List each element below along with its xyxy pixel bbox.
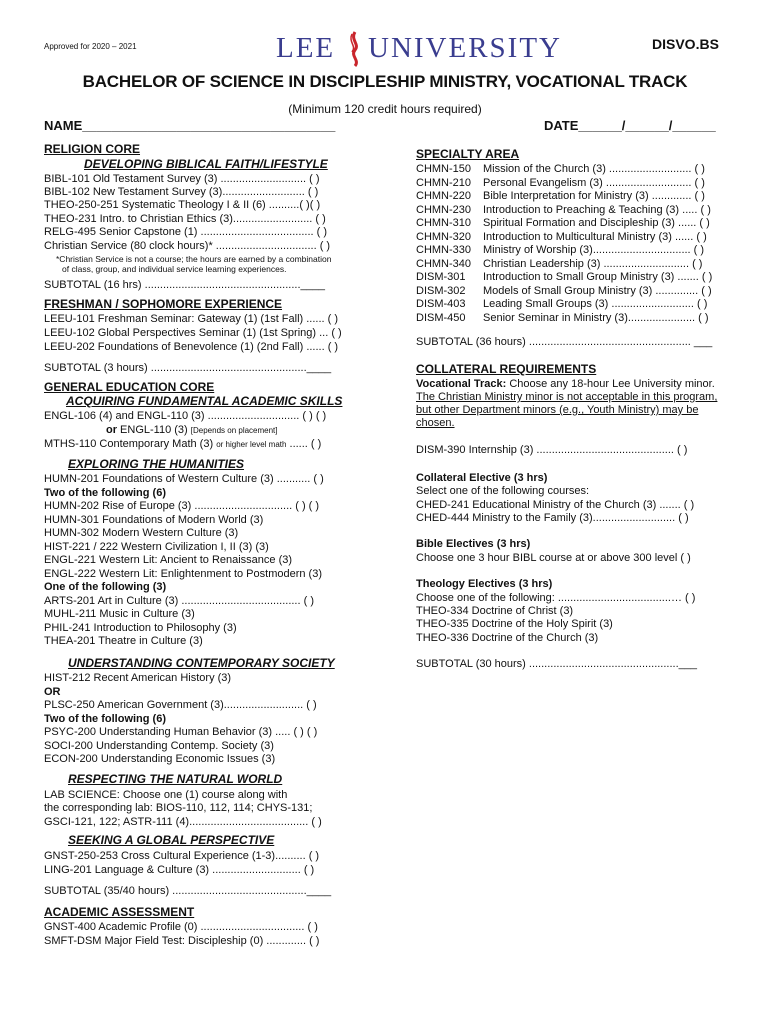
text-row: but other Department minors (e.g., Youth Ministry) may be	[416, 404, 699, 416]
course-row: GSCI-121, 122; ASTR-111 (4)....................................... ( )	[44, 816, 322, 828]
text-row: Vocational Track: Choose any 18-hour Lee University minor.	[416, 378, 715, 390]
exploring-heading: EXPLORING THE HUMANITIES	[68, 457, 245, 471]
gen-ed-heading: GENERAL EDUCATION CORE	[44, 380, 215, 394]
course-row: BIBL-102 New Testament Survey (3)........................... ( )	[44, 186, 319, 198]
course-row: Christian Service (80 clock hours)* ................................. ( )	[44, 240, 331, 252]
course-row	[416, 163, 705, 177]
course-row: Choose one 3 hour BIBL course at or above 300 level ( )	[416, 552, 691, 564]
text-row: Select one of the following courses:	[416, 485, 590, 497]
course-row: LEEU-202 Foundations of Benevolence (1) (2nd Fall) ...... ( )	[44, 341, 339, 353]
developing-heading: DEVELOPING BIBLICAL FAITH/LIFESTYLE	[84, 157, 328, 171]
course-row: HUMN-202 Rise of Europe (3) ................................ ( ) ( )	[44, 500, 320, 512]
course-row: HUMN-301 Foundations of Modern World (3)	[44, 513, 264, 526]
course-row: THEO-336 Doctrine of the Church (3)	[416, 632, 599, 644]
page-subtitle: (Minimum 120 credit hours required)	[288, 102, 482, 116]
course-row: LING-201 Language & Culture (3) ............................. ( )	[44, 864, 315, 876]
course-row	[416, 244, 704, 258]
understanding-heading: UNDERSTANDING CONTEMPORARY SOCIETY	[68, 656, 335, 670]
course-title: Mission of the Church (3) ........................... ( )	[483, 163, 705, 175]
course-row: THEO-334 Doctrine of Christ (3)	[416, 605, 574, 617]
course-row: THEO-335 Doctrine of the Holy Spirit (3)	[416, 618, 613, 630]
course-title: Senior Seminar in Ministry (3)...................... ( )	[483, 311, 709, 324]
page-title: BACHELOR OF SCIENCE IN DISCIPLESHIP MINISTRY, VOCATIONAL TRACK	[82, 72, 688, 91]
course-row: BIBL-101 Old Testament Survey (3) ............................ ( )	[44, 173, 320, 185]
course-code: DISM-302	[416, 284, 466, 297]
name-field[interactable]: NAME___________________________________	[44, 118, 336, 133]
course-row	[416, 298, 707, 312]
course-row: CHED-444 Ministry to the Family (3)........................... ( )	[416, 512, 689, 524]
subtotal: SUBTOTAL (30 hours) .................................................___	[416, 658, 697, 670]
freshman-heading: FRESHMAN / SOPHOMORE EXPERIENCE	[44, 297, 283, 311]
course-code: CHMN-230	[416, 203, 472, 216]
course-row	[416, 217, 710, 231]
course-title: Introduction to Multicultural Ministry (3) ...... ( )	[483, 230, 707, 243]
course-title: Christian Leadership (3) ............................ ( )	[483, 257, 703, 270]
right-column	[416, 0, 726, 1024]
course-row: PLSC-250 American Government (3).......................... ( )	[44, 699, 317, 711]
course-code: DISM-403	[416, 298, 466, 310]
course-row: MUHL-211 Music in Culture (3)	[44, 608, 195, 620]
course-row: HIST-221 / 222 Western Civilization I, II (3) (3)	[44, 540, 269, 553]
footnote: *Christian Service is not a course; the hours are earned by a combination	[56, 254, 332, 264]
course-row: LEEU-102 Global Perspectives Seminar (1) (1st Spring) ... ( )	[44, 327, 342, 339]
course-title: Introduction to Small Group Ministry (3) ....... ( )	[483, 271, 713, 283]
course-row	[416, 231, 707, 245]
course-code: CHMN-220	[416, 190, 472, 202]
seeking-heading: SEEKING A GLOBAL PERSPECTIVE	[68, 833, 275, 847]
subtotal: SUBTOTAL (36 hours) ..................................................... ___	[416, 336, 713, 348]
acquiring-heading: ACQUIRING FUNDAMENTAL ACADEMIC SKILLS	[66, 394, 343, 408]
course-title: Leading Small Groups (3) ........................... ( )	[483, 298, 708, 310]
course-row: THEO-231 Intro. to Christian Ethics (3).......................... ( )	[44, 213, 326, 225]
course-title: Personal Evangelism (3) ............................ ( )	[483, 176, 705, 189]
course-row: ENGL-106 (4) and ENGL-110 (3) .............................. ( ) ( )	[44, 410, 327, 422]
subtotal: SUBTOTAL (16 hrs) ...................................................____	[44, 279, 325, 291]
course-row: DISM-390 Internship (3) ............................................. ( )	[416, 444, 688, 456]
course-title: Introduction to Preaching & Teaching (3) ..... ( )	[483, 203, 711, 216]
course-row: SMFT-DSM Major Field Test: Discipleship (0) ............. ( )	[44, 935, 320, 947]
course-code: CHMN-150	[416, 163, 472, 175]
course-row: ENGL-222 Western Lit: Enlightenment to Postmodern (3)	[44, 567, 322, 580]
text-row: chosen.	[416, 417, 455, 429]
course-row: CHED-241 Educational Ministry of the Church (3) ....... ( )	[416, 499, 695, 511]
logo-text-left: LEE	[276, 32, 336, 64]
footnote: of class, group, and individual service learning experiences.	[62, 264, 287, 274]
bible-electives-heading: Bible Electives (3 hrs)	[416, 538, 531, 550]
collateral-heading: COLLATERAL REQUIREMENTS	[416, 362, 597, 376]
course-row: GNST-250-253 Cross Cultural Experience (1-3).......... ( )	[44, 850, 320, 862]
course-row: PHIL-241 Introduction to Philosophy (3)	[44, 621, 237, 634]
text-row: the corresponding lab: BIOS-110, 112, 114; CHYS-131;	[44, 802, 313, 814]
logo-text-right: UNIVERSITY	[368, 32, 562, 64]
course-row: Choose one of the following: .....................................… ( )	[416, 592, 696, 604]
collateral-elective-heading: Collateral Elective (3 hrs)	[416, 472, 548, 484]
course-row: ARTS-201 Art in Culture (3) ....................................... ( )	[44, 594, 314, 607]
theology-electives-heading: Theology Electives (3 hrs)	[416, 578, 553, 590]
course-code: DISM-450	[416, 311, 466, 324]
course-row: HUMN-201 Foundations of Western Culture (3) ........... ( )	[44, 473, 324, 485]
course-row: MTHS-110 Contemporary Math (3) or higher level math ...... ( )	[44, 438, 322, 450]
program-code: DISVO.BS	[652, 36, 719, 52]
assessment-heading: ACADEMIC ASSESSMENT	[44, 905, 195, 919]
text-row: The Christian Ministry minor is not acceptable in this program,	[416, 391, 718, 403]
course-row	[416, 190, 705, 204]
course-code: CHMN-330	[416, 244, 472, 256]
course-row: RELG-495 Senior Capstone (1) ..................................... ( )	[44, 226, 328, 238]
course-row: HIST-212 Recent American History (3)	[44, 672, 232, 684]
course-title: Bible Interpretation for Ministry (3) ............. ( )	[483, 190, 705, 202]
group-label: Two of the following (6)	[44, 712, 166, 725]
course-row	[416, 177, 705, 191]
course-code: DISM-301	[416, 271, 466, 283]
text-row: LAB SCIENCE: Choose one (1) course along with	[44, 789, 288, 801]
subtotal: SUBTOTAL (3 hours) ...................................................____	[44, 362, 332, 374]
respecting-heading: RESPECTING THE NATURAL WORLD	[68, 772, 283, 786]
course-row	[416, 312, 709, 326]
specialty-heading: SPECIALTY AREA	[416, 147, 520, 161]
course-code: CHMN-310	[416, 217, 472, 229]
course-row	[416, 204, 711, 218]
course-title: Spiritual Formation and Discipleship (3) ...... ( )	[483, 217, 710, 229]
course-row: ECON-200 Understanding Economic Issues (3)	[44, 753, 276, 765]
course-row: ENGL-221 Western Lit: Ancient to Renaissance (3)	[44, 554, 293, 566]
course-row	[416, 271, 712, 285]
date-field[interactable]: DATE______/______/______	[544, 118, 716, 133]
course-code: CHMN-210	[416, 176, 472, 189]
course-code: CHMN-340	[416, 257, 472, 270]
course-title: Models of Small Group Ministry (3) .............. ( )	[483, 284, 712, 297]
religion-core-heading: RELIGION CORE	[44, 142, 141, 156]
course-row	[416, 285, 712, 299]
course-title: Ministry of Worship (3)................................ ( )	[483, 244, 705, 256]
course-row: HUMN-302 Modern Western Culture (3)	[44, 527, 239, 539]
course-row: SOCI-200 Understanding Contemp. Society (3)	[44, 739, 274, 752]
course-row: GNST-400 Academic Profile (0) .................................. ( )	[44, 921, 318, 933]
subtotal: SUBTOTAL (35/40 hours) ............................................____	[44, 885, 332, 897]
course-row: THEA-201 Theatre in Culture (3)	[44, 635, 203, 647]
group-label: Two of the following (6)	[44, 486, 166, 499]
group-label: OR	[44, 685, 61, 698]
course-row: or ENGL-110 (3) [Depends on placement]	[106, 424, 278, 436]
group-label: One of the following (3)	[44, 581, 167, 593]
left-column	[44, 0, 374, 1024]
approved-label: Approved for 2020 – 2021	[44, 42, 137, 51]
course-row: PSYC-200 Understanding Human Behavior (3) ..... ( ) ( )	[44, 726, 318, 738]
course-code: CHMN-320	[416, 230, 472, 243]
course-row: LEEU-101 Freshman Seminar: Gateway (1) (1st Fall) ...... ( )	[44, 313, 339, 325]
course-row: THEO-250-251 Systematic Theology I & II (6) ..........( )( )	[44, 199, 321, 211]
course-row	[416, 258, 702, 272]
